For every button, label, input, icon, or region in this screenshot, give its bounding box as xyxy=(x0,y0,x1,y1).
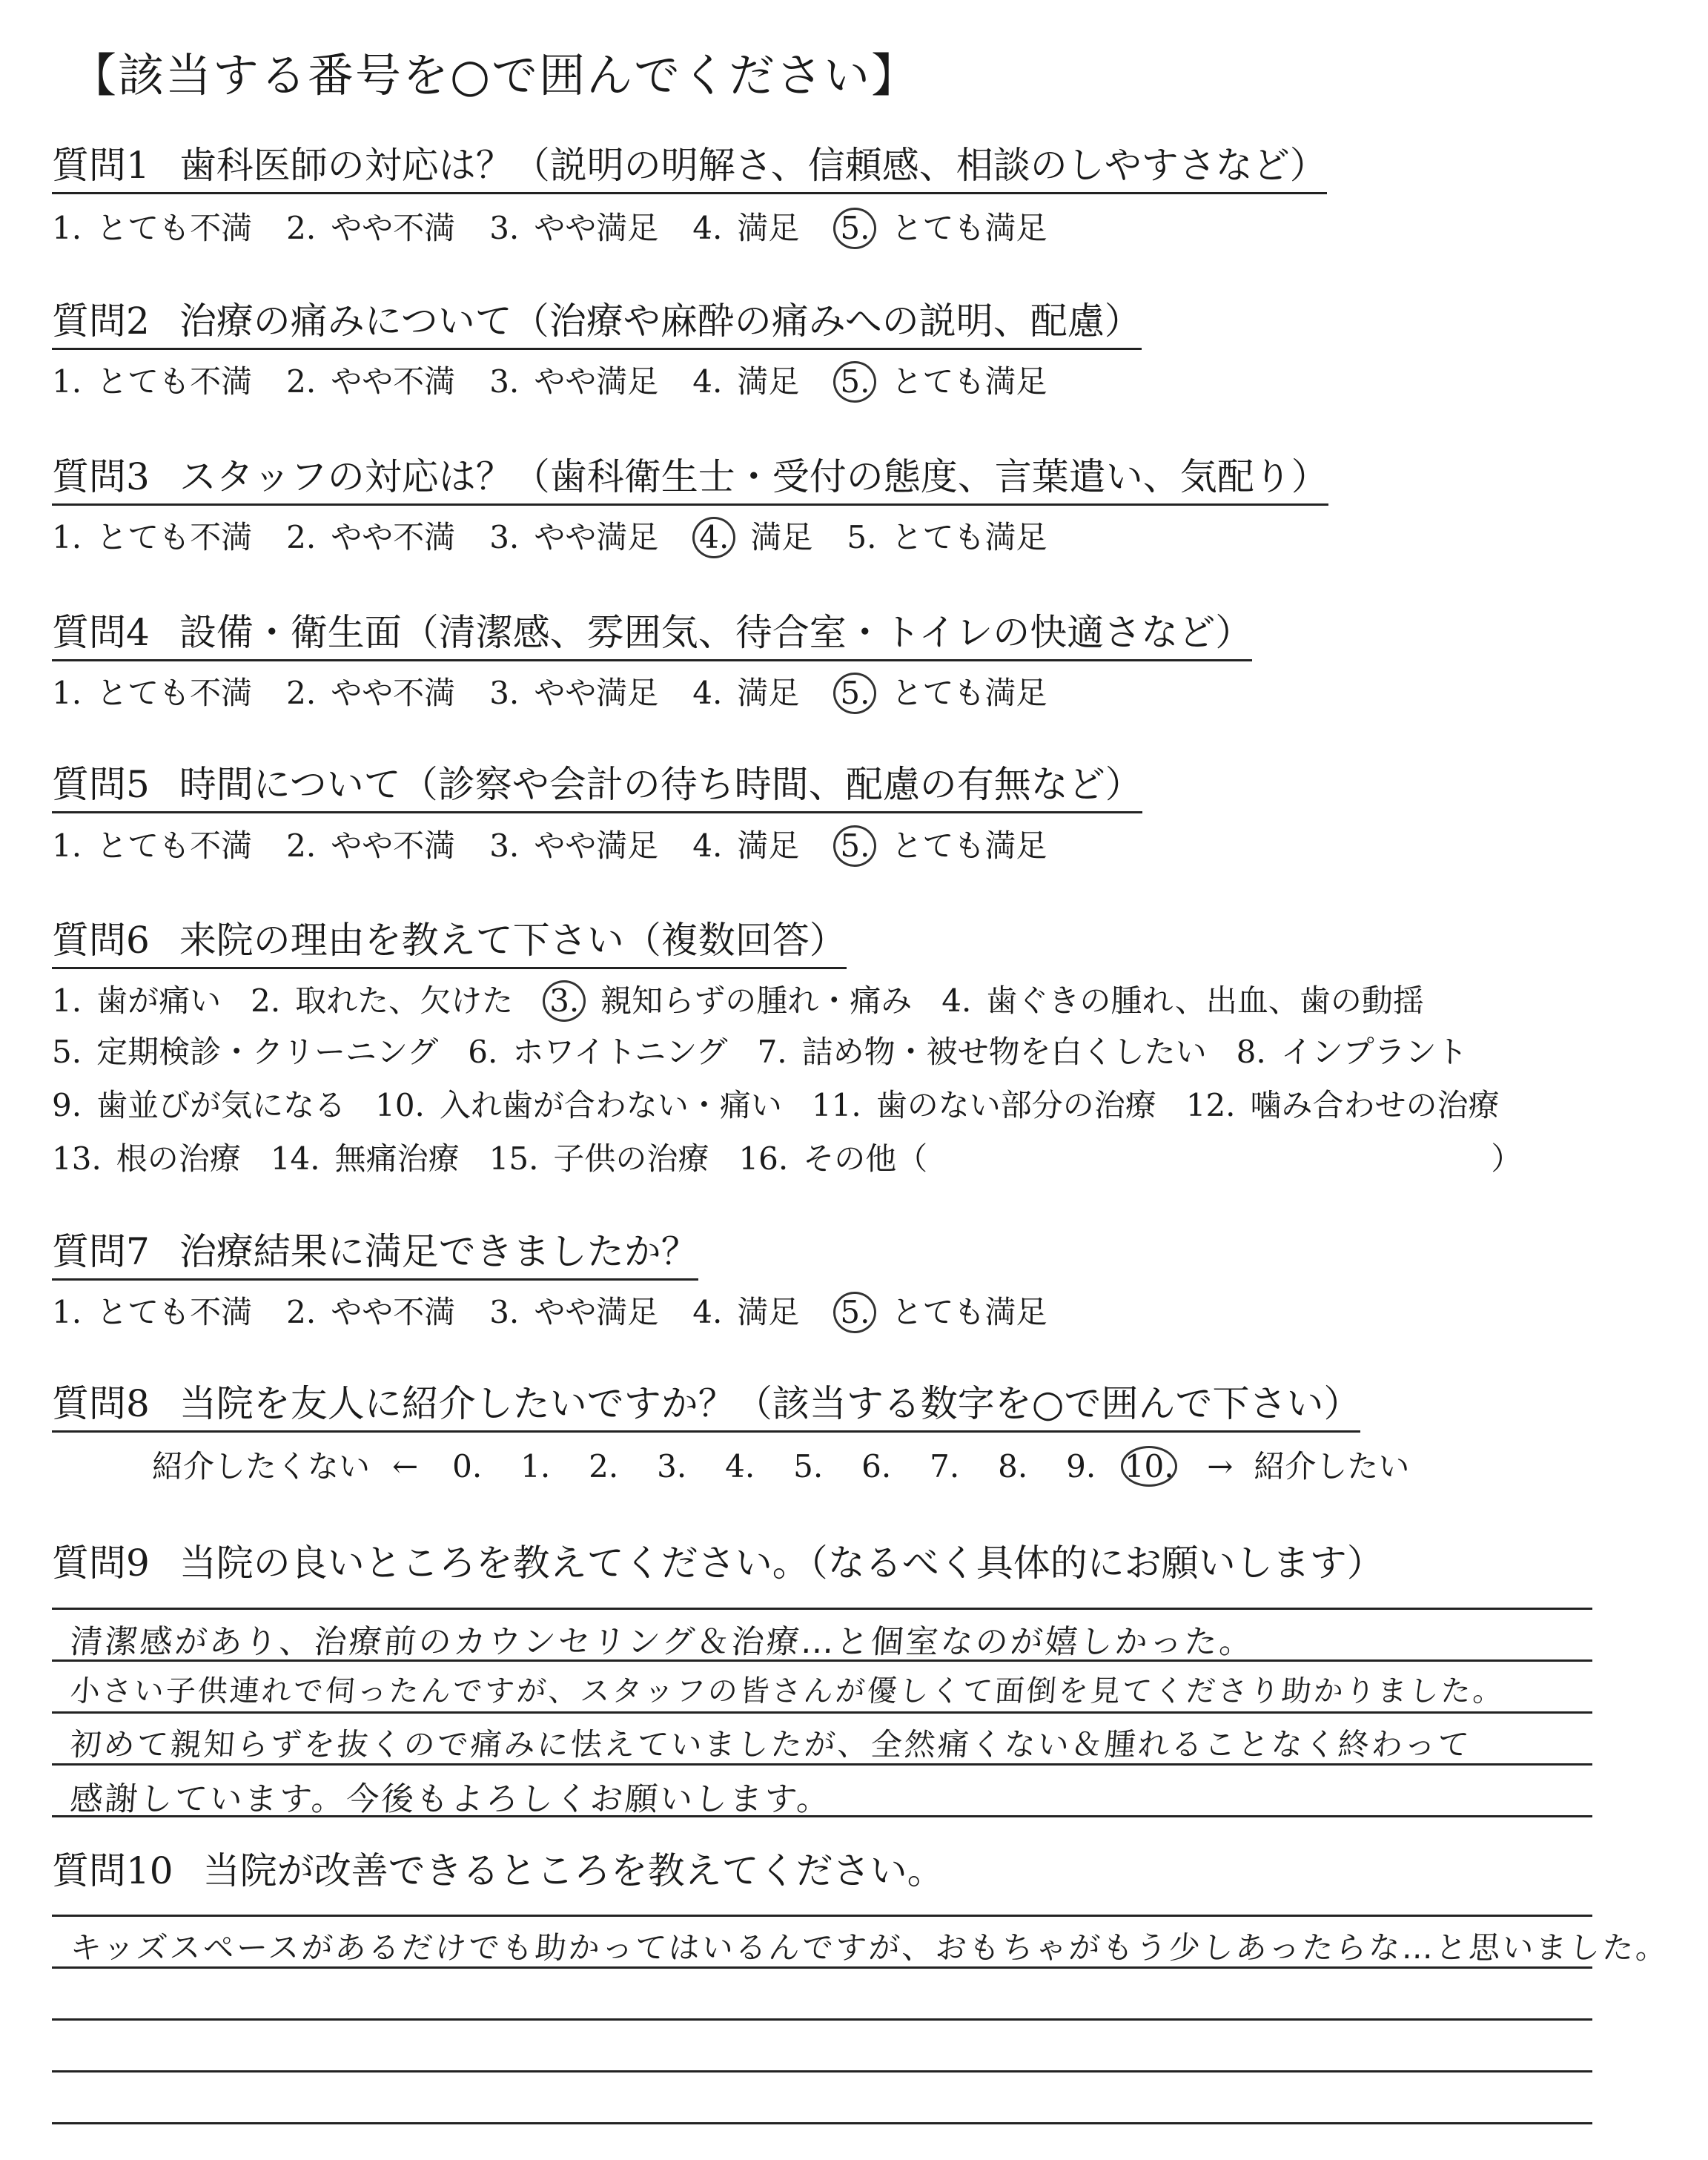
option-number: 5. xyxy=(847,519,877,555)
other-open-paren: （ xyxy=(896,1140,928,1177)
option-number: 2. xyxy=(286,675,317,711)
option xyxy=(692,1294,799,1331)
option xyxy=(52,363,252,400)
option xyxy=(286,675,455,712)
option-label: 歯のない部分の治療 xyxy=(875,1087,1156,1123)
option xyxy=(847,519,1047,556)
option-number: 13. xyxy=(52,1140,102,1177)
selected-option xyxy=(692,517,812,558)
option-label: やや満足 xyxy=(534,519,659,555)
option-label: 親知らずの腫れ・痛み xyxy=(600,982,913,1019)
option-label: 満足 xyxy=(750,519,813,555)
question-1-options xyxy=(52,208,1081,249)
question-number: 質問10 xyxy=(52,1849,173,1892)
answer-line xyxy=(52,2070,1592,2073)
question-number: 質問3 xyxy=(52,455,150,498)
option-number: 11. xyxy=(811,1087,861,1123)
option-number: 4. xyxy=(692,210,723,246)
reason-option xyxy=(1186,1087,1500,1124)
option-number: 3. xyxy=(543,980,586,1022)
option xyxy=(489,363,658,400)
recommend-left-label: 紹介したくない xyxy=(152,1448,371,1484)
question-8-heading xyxy=(52,1383,1360,1433)
option-number: 9. xyxy=(52,1087,82,1123)
question-1-heading xyxy=(52,145,1327,194)
option-label: やや満足 xyxy=(534,675,659,711)
question-3-options xyxy=(52,517,1081,558)
question-number: 質問4 xyxy=(52,611,150,654)
question-number: 質問1 xyxy=(52,144,150,187)
score-number: 0. xyxy=(452,1448,483,1484)
option xyxy=(52,828,252,865)
reason-row xyxy=(52,1034,1497,1071)
score-number: 9. xyxy=(1066,1448,1096,1484)
option-number: 1. xyxy=(52,519,82,555)
option-label: 子供の治療 xyxy=(553,1140,709,1177)
option xyxy=(52,675,252,712)
option-label: とても不満 xyxy=(96,675,253,711)
option-number: 2. xyxy=(286,210,317,246)
option xyxy=(692,363,799,400)
option-number: 5. xyxy=(52,1034,82,1070)
question-number: 質問7 xyxy=(52,1230,150,1273)
option-label: やや満足 xyxy=(534,1294,659,1330)
reason-option xyxy=(738,1140,1522,1178)
option-number: 1. xyxy=(52,210,82,246)
handwritten-answer-line: 初めて親知らずを抜くので痛みに怯えていましたが、全然痛くない＆腫れることなく終わって xyxy=(69,1726,1473,1763)
option xyxy=(489,210,658,247)
reason-option xyxy=(52,1087,345,1124)
option-number: 5. xyxy=(833,673,876,714)
option-label: とても満足 xyxy=(891,1294,1047,1330)
other-close-paren: ） xyxy=(1491,1140,1523,1177)
right-arrow: → xyxy=(1207,1448,1234,1484)
question-7-heading xyxy=(52,1231,698,1281)
reason-option xyxy=(52,1034,438,1071)
option-label: 詰め物・被せ物を白くしたい xyxy=(801,1034,1207,1070)
option xyxy=(52,1294,252,1331)
option-label: とても満足 xyxy=(891,210,1047,246)
option xyxy=(286,828,455,865)
option-number: 3. xyxy=(489,675,520,711)
handwritten-answer-line: 感謝しています。今後もよろしくお願いします。 xyxy=(68,1780,833,1818)
option-number: 2. xyxy=(286,363,317,400)
selected-option xyxy=(833,673,1047,714)
recommend-numbers xyxy=(433,1446,1186,1487)
option-number: 5. xyxy=(833,825,876,867)
option-number: 10. xyxy=(375,1087,425,1123)
option-number: 1. xyxy=(52,675,82,711)
option-number: 4. xyxy=(692,517,735,558)
question-number: 質問6 xyxy=(52,919,150,962)
option-number: 2. xyxy=(286,519,317,555)
question-text: 時間について（診察や会計の待ち時間、配慮の有無など） xyxy=(179,763,1142,806)
selected-option xyxy=(833,208,1047,249)
option-label: 満足 xyxy=(737,363,800,400)
option xyxy=(286,363,455,400)
reason-option xyxy=(468,1034,727,1071)
handwritten-answer-line: 清潔感があり、治療前のカウンセリング＆治療…と個室なのが嬉しかった。 xyxy=(68,1623,1256,1661)
reason-option xyxy=(52,982,221,1020)
option-label: とても不満 xyxy=(96,519,253,555)
option-number: 3. xyxy=(489,1294,520,1330)
option-number: 1. xyxy=(52,982,82,1019)
option-label: とても不満 xyxy=(96,1294,253,1330)
reason-option xyxy=(758,1034,1207,1071)
option-number: 6. xyxy=(468,1034,498,1070)
selected-score: 10. xyxy=(1121,1446,1177,1487)
option-label: 歯ぐきの腫れ、出血、歯の動揺 xyxy=(986,982,1424,1019)
answer-line xyxy=(52,2122,1592,2124)
recommend-scale xyxy=(152,1442,1409,1487)
option-label: とても満足 xyxy=(891,828,1047,864)
option xyxy=(489,675,658,712)
question-4-heading xyxy=(52,612,1252,661)
selected-option xyxy=(833,361,1047,403)
selected-option xyxy=(833,1292,1047,1333)
option-number: 8. xyxy=(1236,1034,1266,1070)
option-number: 1. xyxy=(52,363,82,400)
score-number: 1. xyxy=(520,1448,551,1484)
option-label: やや不満 xyxy=(331,828,456,864)
option-label: 入れ歯が合わない・痛い xyxy=(439,1087,782,1123)
question-2-options xyxy=(52,361,1081,403)
selected-reason xyxy=(543,980,912,1022)
handwritten-answer-line: キッズスペースがあるだけでも助かってはいるんですが、おもちゃがもう少しあったらな…と思いました。 xyxy=(69,1929,1671,1966)
question-text: 治療結果に満足できましたか？ xyxy=(179,1230,698,1273)
left-arrow: ← xyxy=(392,1448,419,1484)
question-5-heading xyxy=(52,764,1142,813)
option-label: やや不満 xyxy=(331,519,456,555)
question-5-options xyxy=(52,825,1081,867)
option-number: 2. xyxy=(251,982,281,1019)
option-number: 7. xyxy=(757,1034,787,1070)
option-label: 歯並びが気になる xyxy=(96,1087,346,1123)
option xyxy=(692,210,799,247)
answer-line xyxy=(52,1608,1592,1610)
option-number: 14. xyxy=(270,1140,320,1177)
option xyxy=(52,519,252,556)
option-label: やや満足 xyxy=(534,828,659,864)
reason-option xyxy=(941,982,1424,1020)
option-number: 1. xyxy=(52,1294,82,1330)
option-label: やや不満 xyxy=(331,675,456,711)
question-number: 質問9 xyxy=(52,1542,150,1585)
option-label: とても満足 xyxy=(891,519,1047,555)
option-label: やや満足 xyxy=(534,363,659,400)
option xyxy=(489,1294,658,1331)
option-number: 15. xyxy=(489,1140,539,1177)
question-9-heading xyxy=(52,1542,1384,1590)
option-number: 4. xyxy=(692,1294,723,1330)
handwritten-answer-line: 小さい子供連れで伺ったんですが、スタッフの皆さんが優しくて面倒を見てくださり助かりました。 xyxy=(69,1674,1506,1708)
option-label: とても満足 xyxy=(891,363,1047,400)
recommend-right-label: 紹介したい xyxy=(1254,1448,1410,1484)
question-text: 当院の良いところを教えてください。（なるべく具体的にお願いします） xyxy=(179,1542,1384,1585)
page-title: 【該当する番号を○で囲んでください】 xyxy=(70,48,919,102)
option-label: とても満足 xyxy=(891,675,1047,711)
score-number: 2. xyxy=(589,1448,619,1484)
option-number: 4. xyxy=(692,675,723,711)
reason-option xyxy=(251,982,513,1020)
score-number: 4. xyxy=(725,1448,755,1484)
option xyxy=(286,519,455,556)
option-label: やや満足 xyxy=(534,210,659,246)
answer-line xyxy=(52,1711,1592,1714)
option-label: 満足 xyxy=(737,828,800,864)
option-label: ホワイトニング xyxy=(512,1034,728,1070)
option-label: とても不満 xyxy=(96,828,253,864)
option-number: 5. xyxy=(833,361,876,403)
score-number: 8. xyxy=(998,1448,1028,1484)
question-text: 当院が改善できるところを教えてください。 xyxy=(202,1849,944,1892)
other-blank xyxy=(896,1140,1522,1178)
option-number: 3. xyxy=(489,828,520,864)
option xyxy=(489,519,658,556)
score-number: 5. xyxy=(793,1448,824,1484)
option-number: 5. xyxy=(833,208,876,249)
option-label: やや不満 xyxy=(331,1294,456,1330)
option-label: 噛み合わせの治療 xyxy=(1250,1087,1500,1123)
option-number: 3. xyxy=(489,363,520,400)
question-text: 来院の理由を教えて下さい（複数回答） xyxy=(179,919,847,962)
option-number: 3. xyxy=(489,519,520,555)
question-text: 設備・衛生面（清潔感、雰囲気、待合室・トイレの快適さなど） xyxy=(179,611,1253,654)
reason-row xyxy=(52,1140,1552,1178)
option-number: 2. xyxy=(286,1294,317,1330)
question-6-heading xyxy=(52,919,847,969)
option-label: 定期検診・クリーニング xyxy=(96,1034,439,1070)
reason-option xyxy=(52,1140,241,1178)
score-number: 6. xyxy=(861,1448,892,1484)
question-number: 質問5 xyxy=(52,763,150,806)
option-number: 16. xyxy=(738,1140,789,1177)
question-number: 質問2 xyxy=(52,300,150,343)
option xyxy=(489,828,658,865)
answer-line xyxy=(52,1915,1592,1917)
question-text: 当院を友人に紹介したいですか？（該当する数字を○で囲んで下さい） xyxy=(179,1382,1361,1425)
option xyxy=(692,828,799,865)
option-label: やや不満 xyxy=(331,363,456,400)
option-label: インプラント xyxy=(1280,1034,1468,1070)
option-label: 満足 xyxy=(737,675,800,711)
option xyxy=(692,675,799,712)
option xyxy=(52,210,252,247)
option-number: 12. xyxy=(1185,1087,1236,1123)
option xyxy=(286,1294,455,1331)
option-number: 4. xyxy=(692,828,723,864)
question-7-options xyxy=(52,1292,1081,1333)
option-number: 4. xyxy=(941,982,972,1019)
option-label: やや不満 xyxy=(331,210,456,246)
option-label: 満足 xyxy=(737,1294,800,1330)
question-text: 治療の痛みについて（治療や麻酔の痛みへの説明、配慮） xyxy=(179,300,1142,343)
reason-option xyxy=(489,1140,709,1178)
reason-option xyxy=(375,1087,782,1124)
score-number: 7. xyxy=(930,1448,960,1484)
reason-row xyxy=(52,1087,1529,1124)
option-label: 無痛治療 xyxy=(334,1140,460,1177)
question-4-options xyxy=(52,673,1081,714)
option-label: その他 xyxy=(803,1140,897,1177)
option-number: 1. xyxy=(52,828,82,864)
option-label: とても不満 xyxy=(96,363,253,400)
option-number: 3. xyxy=(489,210,520,246)
option xyxy=(286,210,455,247)
reason-row xyxy=(52,980,1454,1022)
question-10-heading xyxy=(52,1850,944,1898)
option-label: 取れた、欠けた xyxy=(295,982,514,1019)
reason-option xyxy=(812,1087,1156,1124)
selected-option xyxy=(833,825,1047,867)
option-number: 4. xyxy=(692,363,723,400)
reason-option xyxy=(1237,1034,1468,1071)
question-number: 質問8 xyxy=(52,1382,150,1425)
option-label: 満足 xyxy=(737,210,800,246)
option-number: 2. xyxy=(286,828,317,864)
question-3-heading xyxy=(52,456,1328,506)
question-text: スタッフの対応は？（歯科衛生士・受付の態度、言葉遣い、気配り） xyxy=(179,455,1328,498)
question-2-heading xyxy=(52,300,1142,350)
question-text: 歯科医師の対応は？（説明の明解さ、信頼感、相談のしやすさなど） xyxy=(179,144,1327,187)
option-label: 根の治療 xyxy=(116,1140,241,1177)
score-number: 3. xyxy=(657,1448,687,1484)
option-number: 5. xyxy=(833,1292,876,1333)
answer-line xyxy=(52,2018,1592,2021)
option-label: 歯が痛い xyxy=(96,982,222,1019)
option-label: とても不満 xyxy=(96,210,253,246)
reason-option xyxy=(271,1140,460,1178)
